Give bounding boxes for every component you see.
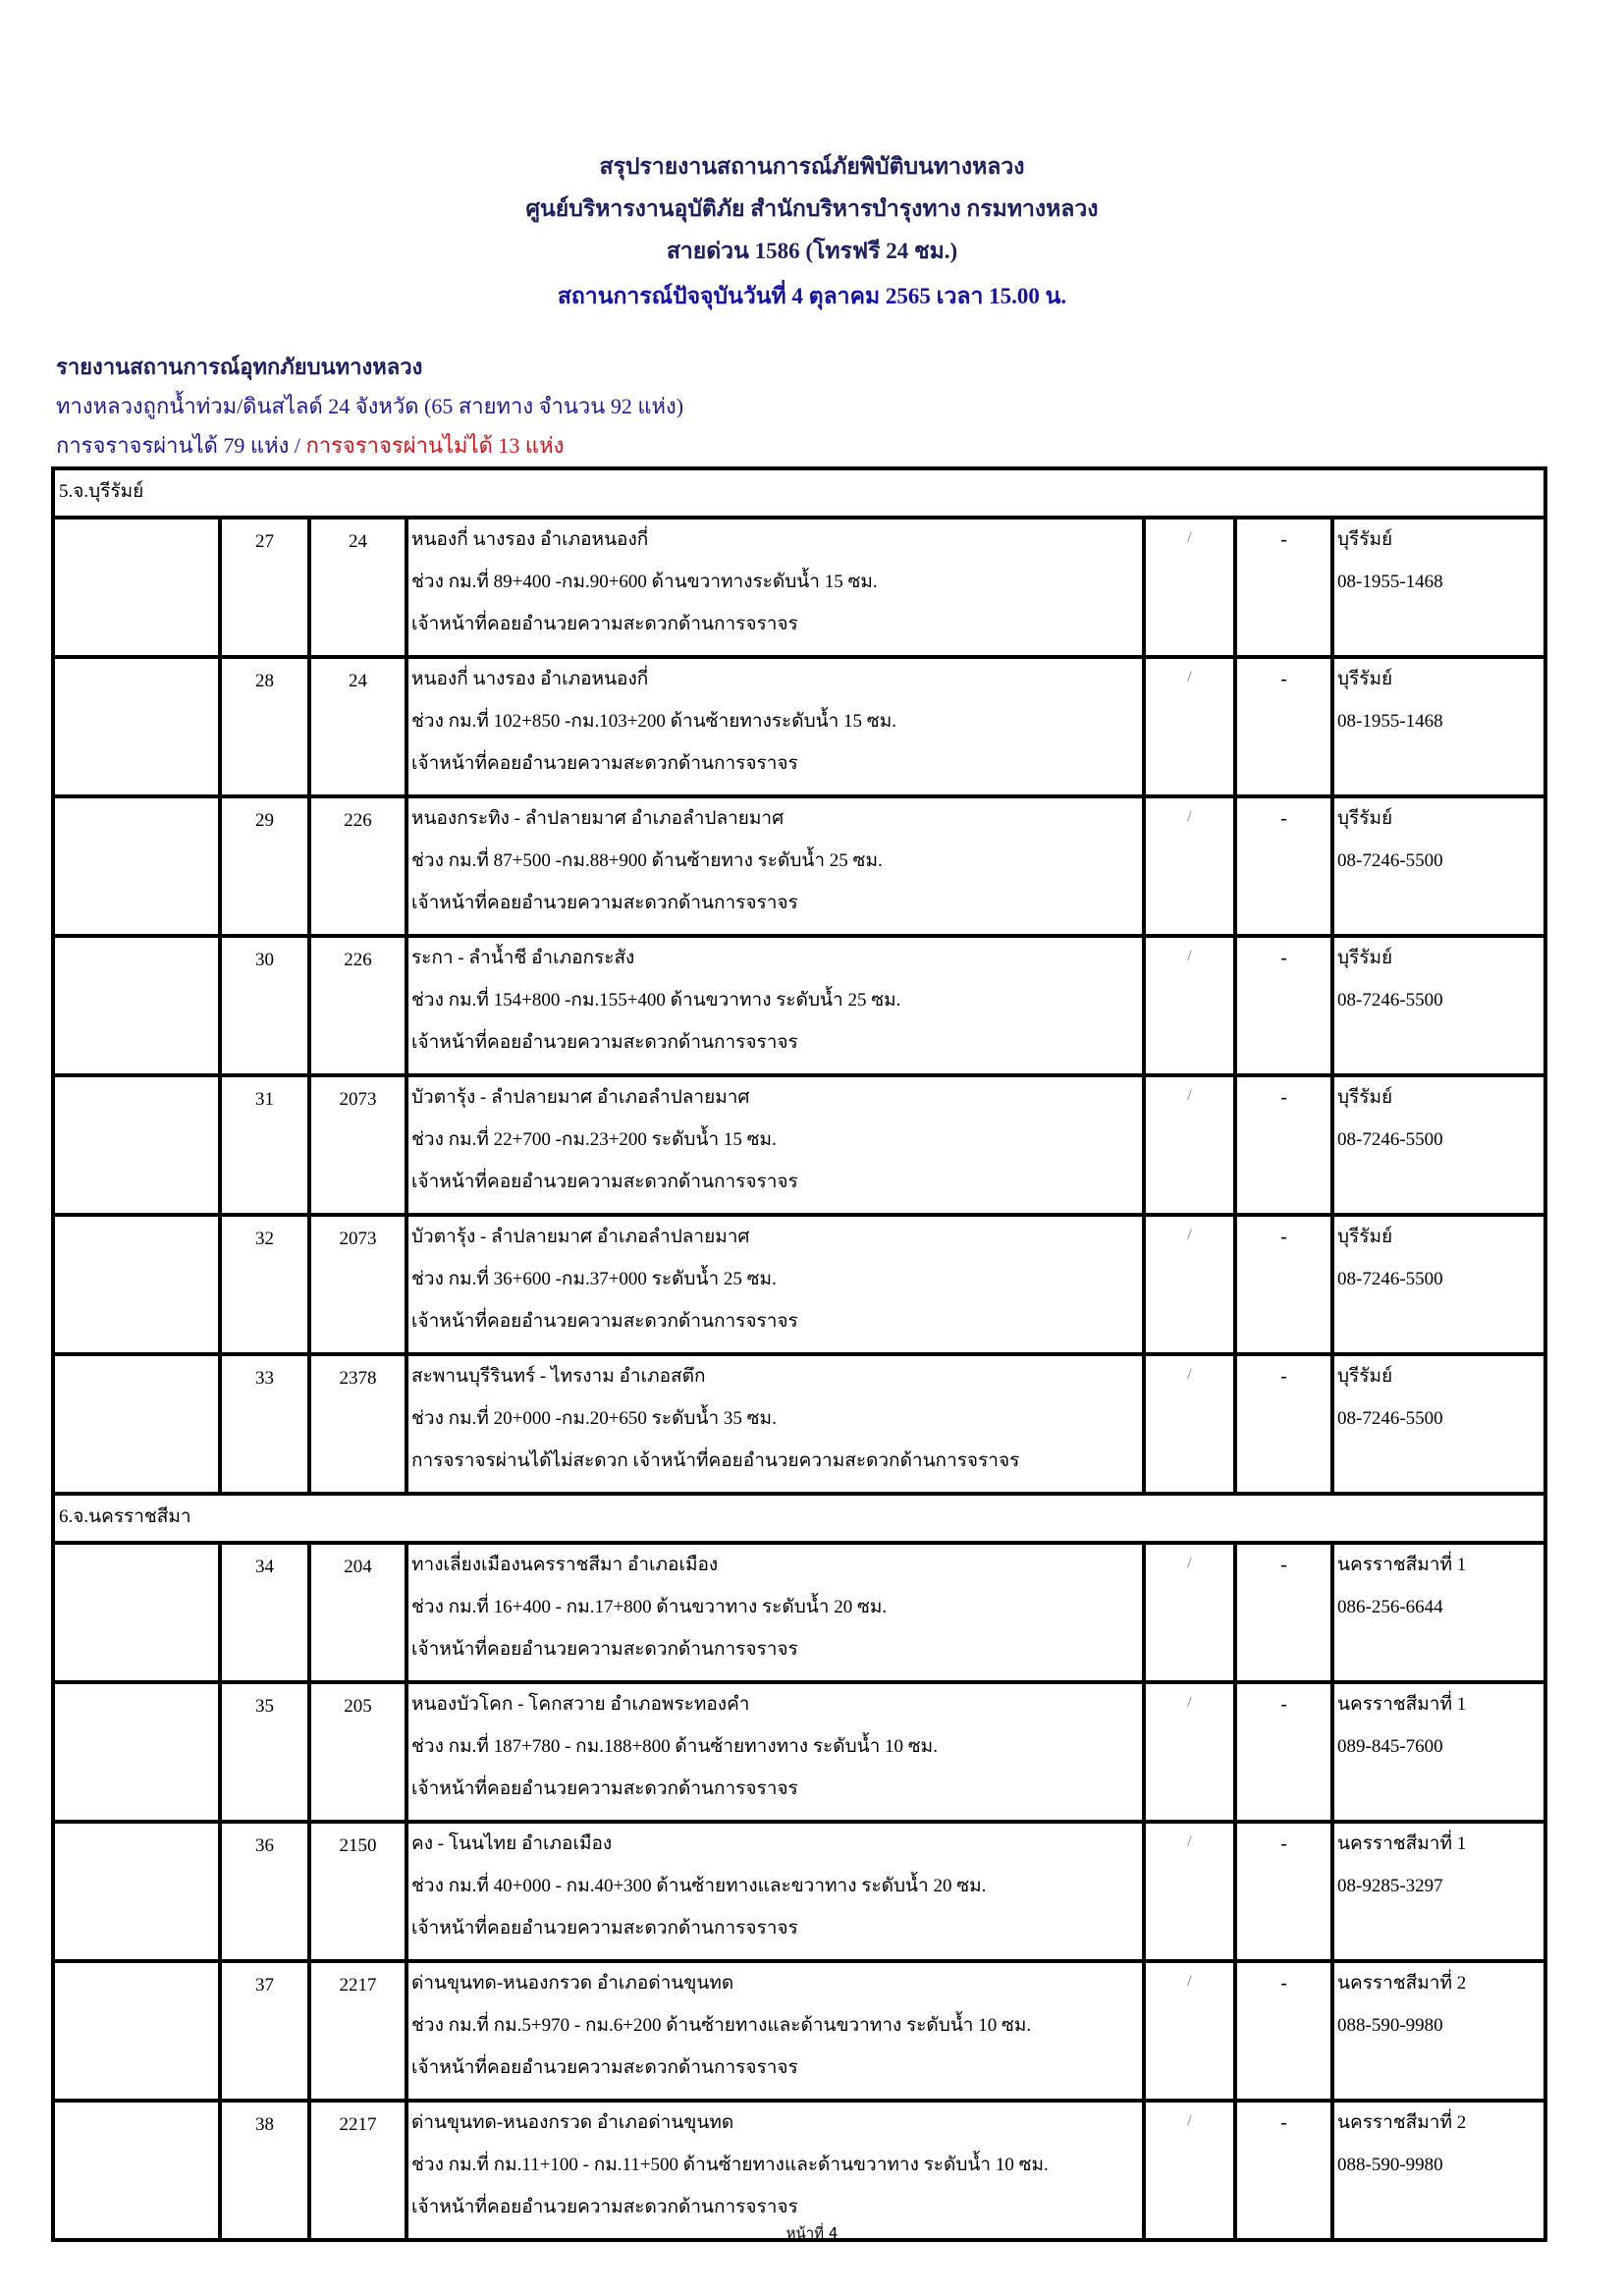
- page-number: หน้าที่ 4: [785, 2224, 839, 2242]
- table-row: [53, 1961, 1545, 2101]
- blank-cell: [53, 2101, 220, 2240]
- description-line: ช่วง กม.ที่ กม.5+970 - กม.6+200 ด้านซ้ายทางและด้านขวาทาง ระดับน้ำ 10 ซม.: [411, 2015, 1032, 2036]
- description-line: เจ้าหน้าที่คอยอำนวยความสะดวกด้านการจราจร: [411, 1172, 798, 1192]
- sequence-number: 29: [220, 796, 309, 936]
- description-line: เจ้าหน้าที่คอยอำนวยความสะดวกด้านการจราจร: [411, 2057, 798, 2078]
- sequence-number: 38: [220, 2101, 309, 2240]
- district-office: นครราชสีมาที่ 1: [1337, 1555, 1467, 1575]
- province-name: 6.จ.นครราชสีมา: [53, 1494, 1545, 1543]
- impassable-mark: -: [1235, 1354, 1332, 1494]
- blank-cell: [53, 1682, 220, 1822]
- description-line: บัวตารุ้ง - ลำปลายมาศ อำเภอลำปลายมาศ: [411, 1087, 750, 1108]
- summary-heading: รายงานสถานการณ์อุทกภัยบนทางหลวง: [56, 355, 423, 379]
- district-office: นครราชสีมาที่ 1: [1337, 1694, 1467, 1715]
- passable-mark: /: [1144, 1354, 1235, 1494]
- contact-cell: [1332, 1822, 1545, 1961]
- table-row: [53, 1354, 1545, 1494]
- description-line: หนองกระทิง - ลำปลายมาศ อำเภอลำปลายมาศ: [411, 808, 785, 829]
- passable-mark: /: [1144, 1961, 1235, 2101]
- description-line: ช่วง กม.ที่ กม.11+100 - กม.11+500 ด้านซ้ายทางและด้านขวาทาง ระดับน้ำ 10 ซม.: [411, 2155, 1049, 2175]
- description-line: ช่วง กม.ที่ 22+700 -กม.23+200 ระดับน้ำ 15 ซม.: [411, 1129, 777, 1150]
- passable-mark: /: [1144, 936, 1235, 1075]
- contact-cell: [1332, 518, 1545, 657]
- route-number: 24: [309, 518, 406, 657]
- flood-report-table: [51, 466, 1547, 2242]
- route-number: 2073: [309, 1215, 406, 1354]
- description-line: เจ้าหน้าที่คอยอำนวยความสะดวกด้านการจราจร: [411, 1778, 798, 1799]
- blank-cell: [53, 936, 220, 1075]
- district-office: บุรีรัมย์: [1337, 948, 1393, 968]
- location-description: [406, 936, 1144, 1075]
- province-section-row: [53, 468, 1545, 518]
- impassable-mark: -: [1235, 936, 1332, 1075]
- sequence-number: 32: [220, 1215, 309, 1354]
- impassable-mark: -: [1235, 657, 1332, 796]
- sequence-number: 27: [220, 518, 309, 657]
- description-line: หนองบัวโคก - โคกสวาย อำเภอพระทองคำ: [411, 1694, 750, 1715]
- province-name: 5.จ.บุรีรัมย์: [53, 468, 1545, 518]
- passable-mark: /: [1144, 518, 1235, 657]
- table-row: [53, 1822, 1545, 1961]
- district-office: นครราชสีมาที่ 2: [1337, 2112, 1467, 2133]
- description-line: เจ้าหน้าที่คอยอำนวยความสะดวกด้านการจราจร: [411, 1639, 798, 1660]
- table-row: [53, 1075, 1545, 1215]
- impassable-mark: -: [1235, 1543, 1332, 1682]
- location-description: [406, 1075, 1144, 1215]
- passable-mark: /: [1144, 1075, 1235, 1215]
- table-row: [53, 1215, 1545, 1354]
- location-description: [406, 657, 1144, 796]
- blank-cell: [53, 518, 220, 657]
- description-line: เจ้าหน้าที่คอยอำนวยความสะดวกด้านการจราจร: [411, 1918, 798, 1939]
- description-line: ช่วง กม.ที่ 16+400 - กม.17+800 ด้านขวาทาง ระดับน้ำ 20 ซม.: [411, 1597, 888, 1617]
- table-row: [53, 657, 1545, 796]
- blank-cell: [53, 1543, 220, 1682]
- route-number: 2217: [309, 2101, 406, 2240]
- blank-cell: [53, 1215, 220, 1354]
- location-description: [406, 1822, 1144, 1961]
- table-row: [53, 2101, 1545, 2240]
- impassable-mark: -: [1235, 1961, 1332, 2101]
- description-line: ทางเลี่ยงเมืองนครราชสีมา อำเภอเมือง: [411, 1555, 719, 1575]
- blank-cell: [53, 1354, 220, 1494]
- district-office: บุรีรัมย์: [1337, 808, 1393, 829]
- phone-number: 08-1955-1468: [1337, 572, 1443, 592]
- description-line: ช่วง กม.ที่ 187+780 - กม.188+800 ด้านซ้ายทางทาง ระดับน้ำ 10 ซม.: [411, 1736, 938, 1757]
- passable-count: การจราจรผ่านได้ 79 แห่ง /: [56, 433, 306, 458]
- district-office: บุรีรัมย์: [1337, 669, 1393, 689]
- contact-cell: [1332, 2101, 1545, 2240]
- phone-number: 08-7246-5500: [1337, 990, 1443, 1011]
- sequence-number: 36: [220, 1822, 309, 1961]
- contact-cell: [1332, 1961, 1545, 2101]
- district-office: บุรีรัมย์: [1337, 1366, 1393, 1387]
- blank-cell: [53, 657, 220, 796]
- district-office: บุรีรัมย์: [1337, 1227, 1393, 1247]
- phone-number: 08-7246-5500: [1337, 1408, 1443, 1429]
- location-description: [406, 1354, 1144, 1494]
- impassable-mark: -: [1235, 796, 1332, 936]
- phone-number: 08-9285-3297: [1337, 1876, 1443, 1896]
- phone-number: 08-7246-5500: [1337, 1269, 1443, 1289]
- contact-cell: [1332, 936, 1545, 1075]
- location-description: [406, 1682, 1144, 1822]
- contact-cell: [1332, 1543, 1545, 1682]
- contact-cell: [1332, 1354, 1545, 1494]
- description-line: หนองกี่ นางรอง อำเภอหนองกี่: [411, 529, 649, 550]
- impassable-mark: -: [1235, 1215, 1332, 1354]
- description-line: บัวตารุ้ง - ลำปลายมาศ อำเภอลำปลายมาศ: [411, 1227, 750, 1247]
- location-description: [406, 1215, 1144, 1354]
- blank-cell: [53, 1075, 220, 1215]
- route-number: 2073: [309, 1075, 406, 1215]
- situation-datetime: สถานการณ์ปัจจุบันวันที่ 4 ตุลาคม 2565 เวลา 15.00 น.: [557, 284, 1067, 308]
- description-line: เจ้าหน้าที่คอยอำนวยความสะดวกด้านการจราจร: [411, 2197, 798, 2217]
- contact-cell: [1332, 1215, 1545, 1354]
- impassable-count: การจราจรผ่านไม่ได้ 13 แห่ง: [305, 433, 565, 458]
- location-description: [406, 2101, 1144, 2240]
- description-line: คง - โนนไทย อำเภอเมือง: [411, 1833, 613, 1854]
- contact-cell: [1332, 796, 1545, 936]
- description-line: ช่วง กม.ที่ 20+000 -กม.20+650 ระดับน้ำ 35 ซม.: [411, 1408, 777, 1429]
- phone-number: 088-590-9980: [1337, 2155, 1443, 2175]
- description-line: หนองกี่ นางรอง อำเภอหนองกี่: [411, 669, 649, 689]
- description-line: ช่วง กม.ที่ 36+600 -กม.37+000 ระดับน้ำ 25 ซม.: [411, 1269, 777, 1289]
- phone-number: 08-1955-1468: [1337, 711, 1443, 732]
- table-row: [53, 518, 1545, 657]
- route-number: 2378: [309, 1354, 406, 1494]
- affected-summary: ทางหลวงถูกน้ำท่วม/ดินสไลด์ 24 จังหวัด (65 สายทาง จำนวน 92 แห่ง): [56, 394, 684, 418]
- route-number: 226: [309, 796, 406, 936]
- phone-number: 088-590-9980: [1337, 2015, 1443, 2036]
- sequence-number: 33: [220, 1354, 309, 1494]
- phone-number: 086-256-6644: [1337, 1597, 1443, 1617]
- sequence-number: 37: [220, 1961, 309, 2101]
- route-number: 226: [309, 936, 406, 1075]
- description-line: เจ้าหน้าที่คอยอำนวยความสะดวกด้านการจราจร: [411, 1032, 798, 1053]
- traffic-summary: [56, 428, 564, 463]
- description-line: ช่วง กม.ที่ 40+000 - กม.40+300 ด้านซ้ายทางและขวาทาง ระดับน้ำ 20 ซม.: [411, 1876, 987, 1896]
- table-row: [53, 936, 1545, 1075]
- impassable-mark: -: [1235, 518, 1332, 657]
- sequence-number: 35: [220, 1682, 309, 1822]
- passable-mark: /: [1144, 1682, 1235, 1822]
- description-line: เจ้าหน้าที่คอยอำนวยความสะดวกด้านการจราจร: [411, 893, 798, 913]
- location-description: [406, 1961, 1144, 2101]
- table-row: [53, 1682, 1545, 1822]
- description-line: ช่วง กม.ที่ 87+500 -กม.88+900 ด้านซ้ายทาง ระดับน้ำ 25 ซม.: [411, 850, 883, 871]
- passable-mark: /: [1144, 1215, 1235, 1354]
- description-line: ด่านขุนทด-หนองกรวด อำเภอด่านขุนทด: [411, 2112, 734, 2133]
- district-office: บุรีรัมย์: [1337, 1087, 1393, 1108]
- blank-cell: [53, 1822, 220, 1961]
- table-row: [53, 1543, 1545, 1682]
- description-line: ช่วง กม.ที่ 154+800 -กม.155+400 ด้านขวาทาง ระดับน้ำ 25 ซม.: [411, 990, 901, 1011]
- passable-mark: /: [1144, 1822, 1235, 1961]
- phone-number: 089-845-7600: [1337, 1736, 1443, 1757]
- passable-mark: /: [1144, 657, 1235, 796]
- district-office: นครราชสีมาที่ 1: [1337, 1833, 1467, 1854]
- phone-number: 08-7246-5500: [1337, 850, 1443, 871]
- district-office: บุรีรัมย์: [1337, 529, 1393, 550]
- description-line: การจราจรผ่านได้ไม่สะดวก เจ้าหน้าที่คอยอำนวยความสะดวกด้านการจราจร: [411, 1450, 1020, 1471]
- route-number: 2217: [309, 1961, 406, 2101]
- description-line: เจ้าหน้าที่คอยอำนวยความสะดวกด้านการจราจร: [411, 1311, 798, 1332]
- impassable-mark: -: [1235, 1822, 1332, 1961]
- impassable-mark: -: [1235, 2101, 1332, 2240]
- contact-cell: [1332, 657, 1545, 796]
- route-number: 204: [309, 1543, 406, 1682]
- organization-name: ศูนย์บริหารงานอุบัติภัย สำนักบริหารบำรุงทาง กรมทางหลวง: [525, 196, 1099, 221]
- sequence-number: 28: [220, 657, 309, 796]
- location-description: [406, 796, 1144, 936]
- impassable-mark: -: [1235, 1075, 1332, 1215]
- route-number: 2150: [309, 1822, 406, 1961]
- sequence-number: 31: [220, 1075, 309, 1215]
- contact-cell: [1332, 1075, 1545, 1215]
- sequence-number: 34: [220, 1543, 309, 1682]
- description-line: เจ้าหน้าที่คอยอำนวยความสะดวกด้านการจราจร: [411, 753, 798, 774]
- district-office: นครราชสีมาที่ 2: [1337, 1973, 1467, 1994]
- passable-mark: /: [1144, 796, 1235, 936]
- sequence-number: 30: [220, 936, 309, 1075]
- description-line: ระกา - ลำน้ำชี อำเภอกระสัง: [411, 948, 635, 968]
- description-line: ช่วง กม.ที่ 89+400 -กม.90+600 ด้านขวาทางระดับน้ำ 15 ซม.: [411, 572, 878, 592]
- contact-cell: [1332, 1682, 1545, 1822]
- province-section-row: [53, 1494, 1545, 1543]
- table-row: [53, 796, 1545, 936]
- route-number: 24: [309, 657, 406, 796]
- passable-mark: /: [1144, 1543, 1235, 1682]
- blank-cell: [53, 1961, 220, 2101]
- blank-cell: [53, 796, 220, 936]
- description-line: สะพานบุรีรินทร์ - ไทรงาม อำเภอสตึก: [411, 1366, 706, 1387]
- description-line: เจ้าหน้าที่คอยอำนวยความสะดวกด้านการจราจร: [411, 614, 798, 634]
- phone-number: 08-7246-5500: [1337, 1129, 1443, 1150]
- passable-mark: /: [1144, 2101, 1235, 2240]
- location-description: [406, 1543, 1144, 1682]
- hotline: สายด่วน 1586 (โทรฟรี 24 ชม.): [666, 239, 958, 263]
- impassable-mark: -: [1235, 1682, 1332, 1822]
- route-number: 205: [309, 1682, 406, 1822]
- description-line: ด่านขุนทด-หนองกรวด อำเภอด่านขุนทด: [411, 1973, 734, 1994]
- report-title: สรุปรายงานสถานการณ์ภัยพิบัติบนทางหลวง: [599, 154, 1025, 179]
- description-line: ช่วง กม.ที่ 102+850 -กม.103+200 ด้านซ้ายทางระดับน้ำ 15 ซม.: [411, 711, 896, 732]
- location-description: [406, 518, 1144, 657]
